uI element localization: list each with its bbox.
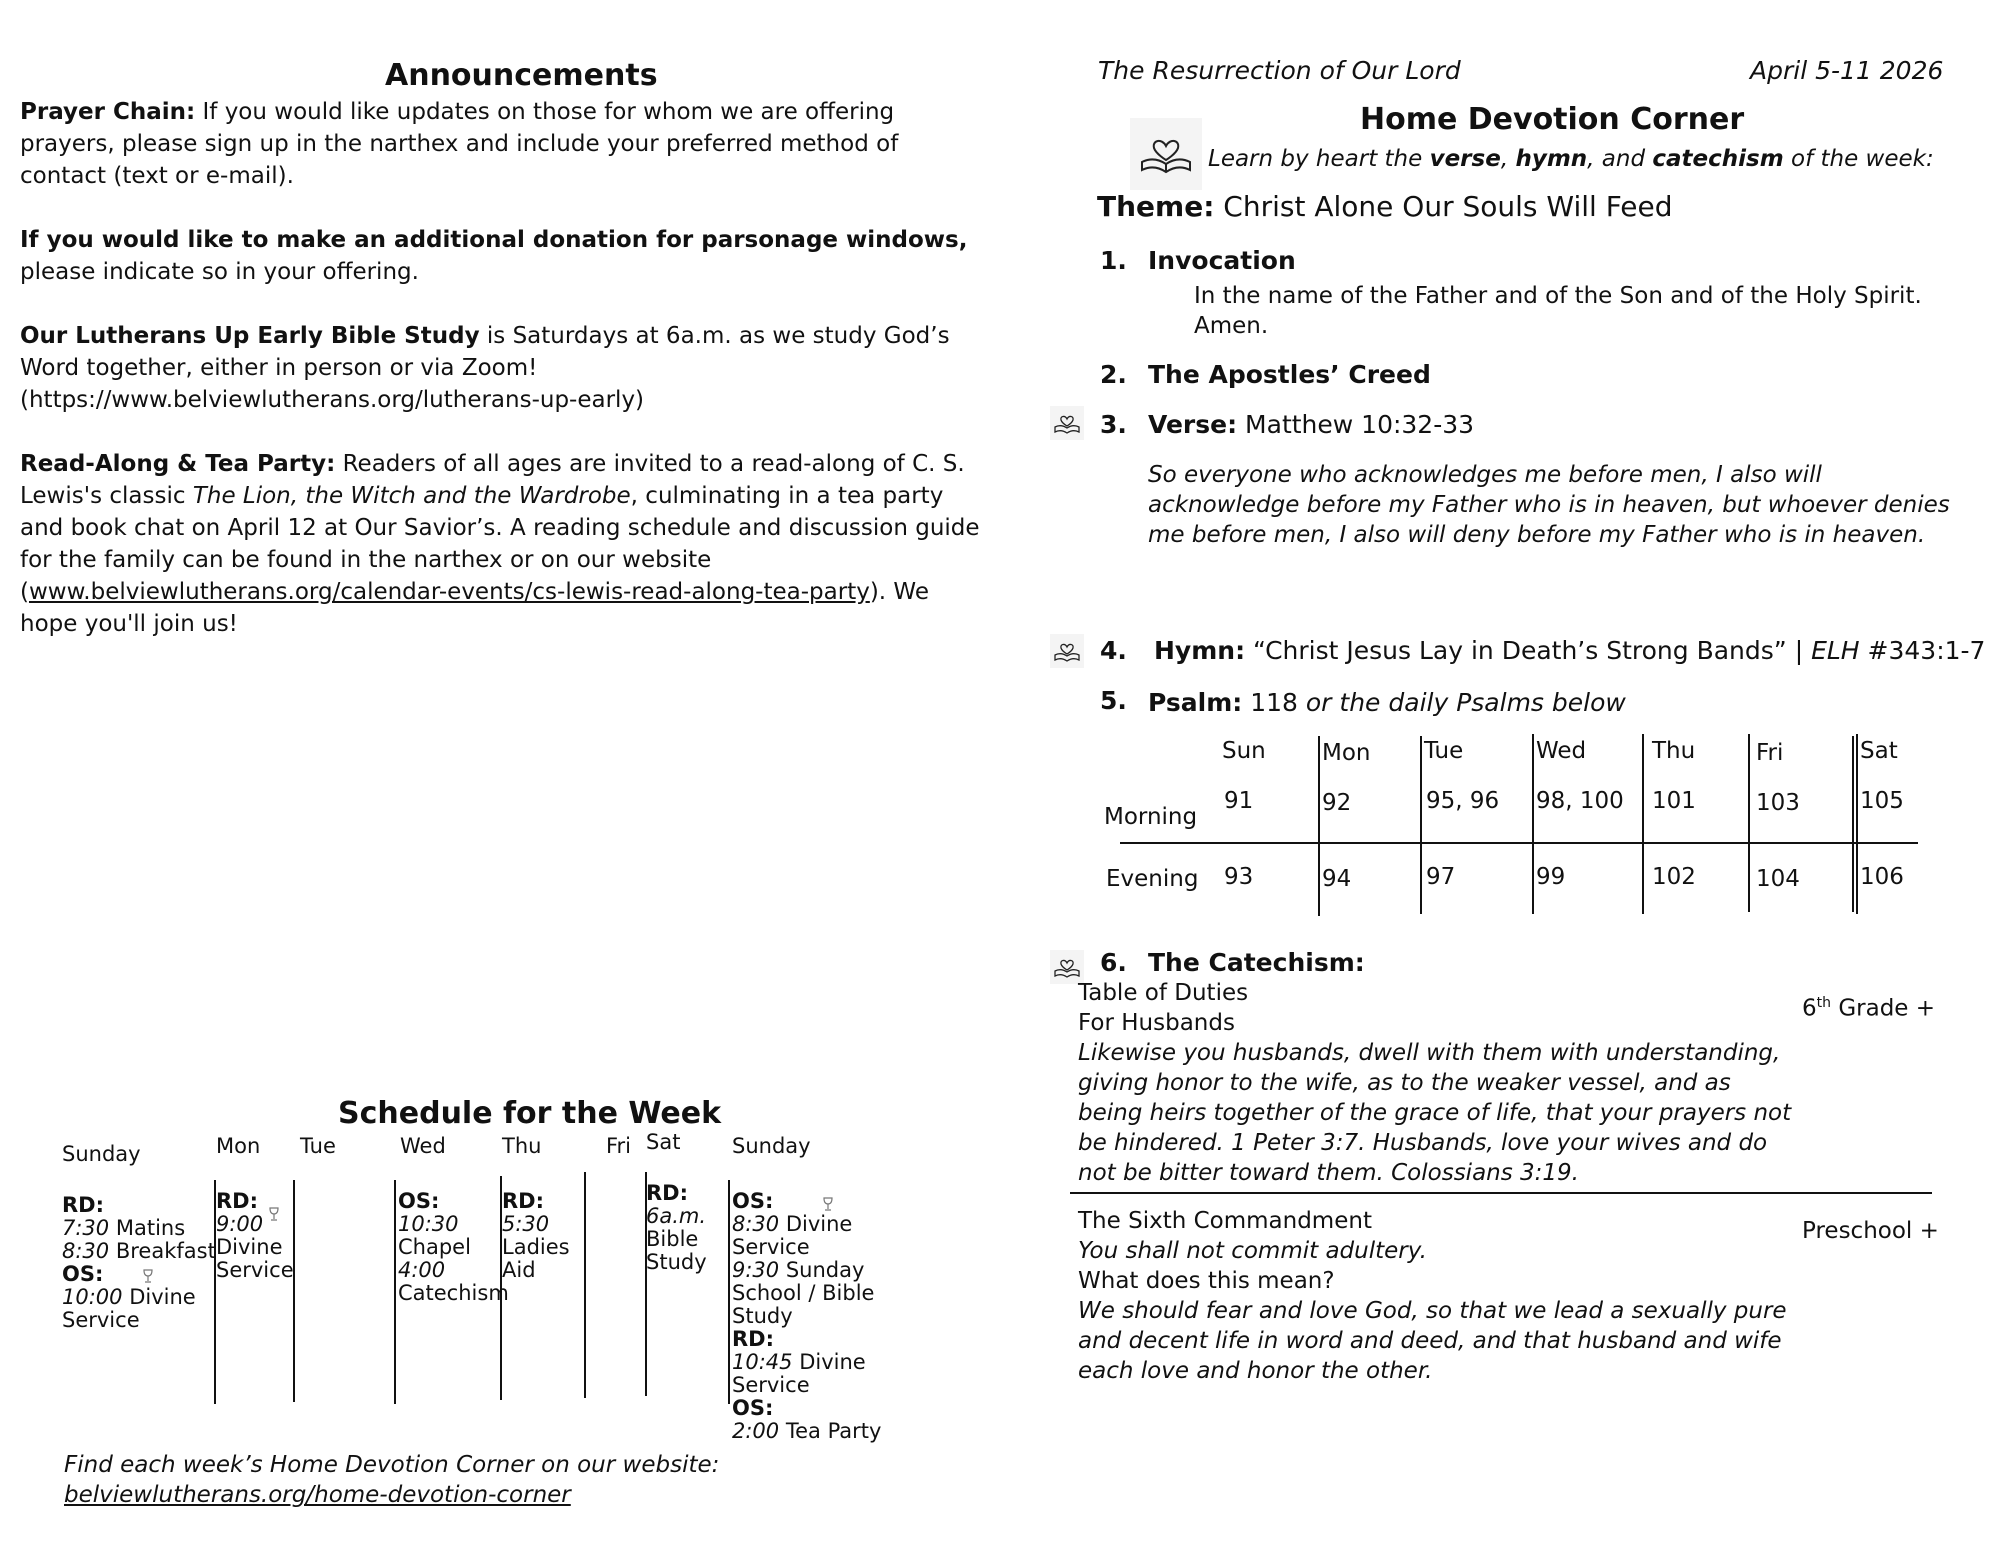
catechism-label: The Catechism: (1148, 948, 1365, 977)
schedule-sat-events (646, 1182, 707, 1274)
event-name: Divine (216, 1235, 283, 1259)
event-time: 10:30 (398, 1212, 459, 1236)
event-time: 7:30 (62, 1216, 110, 1240)
item-number: 5. (1100, 686, 1127, 715)
event-time: 10:45 (732, 1350, 793, 1374)
readalong-book-title: The Lion, the Witch and the Wardrobe (192, 483, 631, 509)
learn-by-heart (1208, 146, 1934, 172)
schedule-sunday-events (62, 1194, 216, 1332)
rd-label: RD: (732, 1327, 774, 1351)
item-number: 4. (1100, 636, 1127, 665)
event-name: Divine (122, 1285, 196, 1309)
psalm-day-tue: Tue (1424, 738, 1464, 764)
catechism-heading (1148, 948, 1365, 977)
readalong-text: ). We hope you'll join us! (20, 579, 929, 637)
footer-text: Find each week’s Home Devotion Corner on our website: (64, 1452, 720, 1478)
event-name: Chapel (398, 1235, 471, 1259)
donation-paragraph (20, 224, 990, 288)
learn-text: of the week: (1783, 146, 1934, 172)
psalm-evening-cell: 106 (1860, 864, 1904, 890)
event-name: Sunday (779, 1258, 865, 1282)
item-number: 6. (1100, 948, 1127, 977)
creed-label: The Apostles’ Creed (1148, 360, 1431, 389)
event-time: 9:30 (732, 1258, 780, 1282)
readalong-text: , culminating in a tea party and book chat on April 12 at Our Savior’s. A reading schedule and discussion guide for the family can be found in the narthex or on our website ( (20, 483, 980, 605)
event-name: Matins (109, 1216, 186, 1240)
psalm-evening-cell: 104 (1756, 866, 1800, 892)
hymn-label: Hymn: (1154, 636, 1246, 665)
catechism-part1-subtitle: For Husbands (1078, 1010, 1235, 1036)
event-time: 8:30 (732, 1212, 780, 1236)
learn-text: , (1500, 146, 1516, 172)
psalm-evening-cell: 102 (1652, 864, 1696, 890)
psalm-morning-cell: 92 (1322, 790, 1352, 816)
event-name: Bible (646, 1227, 699, 1251)
verse-text: So everyone who acknowledges me before men, I also will acknowledge before my Father who is in heaven, but whoever denies me before men, I also will deny before my Father who is in heaven. (1148, 462, 1950, 548)
catechism-part1 (1078, 978, 1798, 1188)
bible-study-label: Our Lutherans Up Early Bible Study (20, 323, 480, 349)
schedule-title: Schedule for the Week (338, 1096, 722, 1131)
event-name: Divine (792, 1350, 866, 1374)
footer (64, 1450, 719, 1510)
psalm-heading (1148, 688, 1626, 717)
readalong-link[interactable]: www.belviewlutherans.org/calendar-events/cs-lewis-read-along-tea-party (28, 579, 870, 605)
event-name: Aid (502, 1258, 536, 1282)
os-label: OS: (398, 1189, 440, 1213)
os-label: OS: (62, 1262, 104, 1286)
schedule-divider (584, 1172, 586, 1398)
event-time: 6a.m. (646, 1204, 707, 1228)
invocation-heading (1148, 246, 1296, 275)
catechism-part1-text: Likewise you husbands, dwell with them with understanding, giving honor to the wife, as to the weaker vessel, and as being heirs together of the grace of life, that your prayers not be hindered. 1 Peter 3:7. Husbands, love your wives and do not be bitter toward them. Colossians 3:19. (1078, 1040, 1792, 1186)
bible-study-paragraph (20, 320, 990, 416)
prayer-chain-label: Prayer Chain: (20, 99, 196, 125)
schedule-wed-events (398, 1190, 509, 1305)
schedule-day-thu: Thu (502, 1134, 542, 1158)
readalong-label: Read-Along & Tea Party: (20, 451, 336, 477)
psalm-morning-cell: 105 (1860, 788, 1904, 814)
schedule-day-wed: Wed (400, 1134, 446, 1158)
donation-label: If you would like to make an additional donation for parsonage windows, (20, 227, 968, 253)
schedule-day-fri: Fri (606, 1134, 632, 1158)
event-name: Service (732, 1235, 810, 1259)
catechism-part1-title: Table of Duties (1078, 980, 1249, 1006)
psalm-evening-label: Evening (1106, 866, 1199, 892)
prayer-chain-text: If you would like updates on those for whom we are offering prayers, please sign up in the narthex and include your preferred method of contact (text or e-mail). (20, 99, 899, 189)
hymn-number: #343:1-7 (1859, 636, 1986, 665)
event-name: Service (732, 1373, 810, 1397)
psalm-column-divider (1420, 736, 1422, 914)
week-dates: April 5-11 2026 (1750, 56, 1944, 85)
event-name: Breakfast (109, 1239, 216, 1263)
creed-heading (1148, 360, 1431, 389)
psalm-morning-label: Morning (1104, 804, 1198, 830)
catechism-part2 (1078, 1206, 1798, 1386)
hymn-book: ELH (1811, 636, 1860, 665)
psalm-number: 118 (1242, 688, 1306, 717)
item-number: 1. (1100, 246, 1127, 275)
event-time: 4:00 (398, 1258, 446, 1282)
psalm-column-divider (1852, 736, 1854, 912)
grade-text: Grade + (1831, 995, 1936, 1022)
psalm-day-sun: Sun (1222, 738, 1266, 764)
grade-number: 6 (1802, 995, 1817, 1022)
event-name: School / Bible (732, 1281, 875, 1305)
event-name: Catechism (398, 1281, 509, 1305)
readalong-paragraph (20, 448, 990, 640)
prayer-chain-paragraph (20, 96, 990, 192)
psalm-morning-cell: 95, 96 (1426, 788, 1500, 814)
rd-label: RD: (62, 1193, 104, 1217)
psalm-day-thu: Thu (1652, 738, 1696, 764)
learn-hymn: hymn (1515, 146, 1588, 172)
event-name: Service (62, 1308, 140, 1332)
catechism-divider (1070, 1192, 1932, 1194)
commandment-text: You shall not commit adultery. (1078, 1238, 1427, 1264)
feast-title: The Resurrection of Our Lord (1098, 56, 1461, 85)
learn-text: , and (1587, 146, 1653, 172)
rd-label: RD: (646, 1181, 688, 1205)
donation-text: please indicate so in your offering. (20, 259, 419, 285)
psalm-day-wed: Wed (1536, 738, 1587, 764)
schedule-mon-events (216, 1190, 294, 1282)
rd-label: RD: (216, 1189, 258, 1213)
os-label: OS: (732, 1396, 774, 1420)
item-number: 2. (1100, 360, 1127, 389)
psalm-evening-cell: 99 (1536, 864, 1566, 890)
heart-book-icon (1050, 634, 1084, 668)
event-name: Ladies (502, 1235, 570, 1259)
event-time: 8:30 (62, 1239, 110, 1263)
grade-level (1802, 988, 1935, 1024)
learn-catechism: catechism (1652, 146, 1784, 172)
event-time: 10:00 (62, 1285, 123, 1309)
psalm-column-divider (1748, 734, 1750, 912)
schedule-day-sat: Sat (646, 1130, 681, 1154)
announcements-title: Announcements (385, 58, 658, 93)
event-name: Study (732, 1304, 793, 1328)
psalm-column-divider (1642, 734, 1644, 914)
event-name: Divine (779, 1212, 853, 1236)
event-name: Tea Party (779, 1419, 882, 1443)
schedule-day-mon: Mon (216, 1134, 261, 1158)
invocation-label: Invocation (1148, 246, 1296, 275)
heart-book-icon (1130, 118, 1202, 190)
theme (1097, 190, 1673, 223)
schedule-day-sunday-next: Sunday (732, 1134, 811, 1158)
hymn-heading (1154, 636, 1985, 665)
home-devotion-title: Home Devotion Corner (1360, 102, 1745, 137)
psalm-day-sat: Sat (1860, 738, 1898, 764)
theme-text: Christ Alone Our Souls Will Feed (1214, 190, 1673, 223)
psalm-evening-cell: 97 (1426, 864, 1456, 890)
learn-text: Learn by heart the (1208, 146, 1430, 172)
item-number: 3. (1100, 410, 1127, 439)
theme-label: Theme: (1097, 190, 1215, 223)
heart-book-icon (1050, 406, 1084, 440)
psalm-table-rule (1120, 842, 1918, 844)
schedule-day-tue: Tue (300, 1134, 336, 1158)
verse-heading (1148, 410, 1474, 439)
schedule-divider (728, 1180, 730, 1404)
psalm-column-divider (1856, 734, 1858, 914)
psalm-note: or the daily Psalms below (1305, 688, 1626, 717)
psalm-day-mon: Mon (1322, 740, 1371, 766)
hymn-title: “Christ Jesus Lay in Death’s Strong Bands” | (1245, 636, 1812, 665)
bible-study-text: is Saturdays at 6a.m. as we study God’s Word together, either in person or via Zoom! (https://www.belviewlutherans.org/lutherans-up-early) (20, 323, 950, 413)
psalm-morning-cell: 91 (1224, 788, 1254, 814)
verse-reference: Matthew 10:32-33 (1237, 410, 1475, 439)
preschool-level: Preschool + (1802, 1218, 1939, 1244)
catechism-answer: We should fear and love God, so that we lead a sexually pure and decent life in word and deed, and that husband and wife each love and honor the other. (1078, 1298, 1787, 1384)
psalm-day-fri: Fri (1756, 740, 1784, 766)
verse-label: Verse: (1148, 410, 1238, 439)
event-time: 2:00 (732, 1419, 780, 1443)
event-name: Service (216, 1258, 294, 1282)
schedule-thu-events (502, 1190, 570, 1282)
event-time: 5:30 (502, 1212, 550, 1236)
learn-verse: verse (1429, 146, 1501, 172)
readalong-text: Readers of all ages are invited to a read-along of C. S. Lewis's classic (20, 451, 965, 509)
event-time: 9:00 (216, 1212, 264, 1236)
psalm-evening-cell: 93 (1224, 864, 1254, 890)
schedule-day-sunday: Sunday (62, 1142, 141, 1166)
psalm-morning-cell: 98, 100 (1536, 788, 1624, 814)
invocation-line: In the name of the Father and of the Son and of the Holy Spirit. (1194, 283, 1922, 309)
os-label: OS: (732, 1189, 774, 1213)
invocation-line: Amen. (1194, 313, 1269, 339)
psalm-morning-cell: 101 (1652, 788, 1696, 814)
schedule-divider (394, 1180, 396, 1404)
psalm-evening-cell: 94 (1322, 866, 1352, 892)
rd-label: RD: (502, 1189, 544, 1213)
psalm-morning-cell: 103 (1756, 790, 1800, 816)
catechism-question: What does this mean? (1078, 1268, 1335, 1294)
catechism-part2-title: The Sixth Commandment (1078, 1208, 1372, 1234)
psalm-column-divider (1532, 734, 1534, 914)
psalm-label: Psalm: (1148, 688, 1243, 717)
grade-suffix: th (1816, 995, 1832, 1011)
invocation-text (1194, 281, 1922, 341)
announcements-body (20, 96, 990, 672)
event-name: Study (646, 1250, 707, 1274)
psalm-column-divider (1318, 736, 1320, 916)
schedule-next-sunday-events (732, 1190, 881, 1443)
footer-link[interactable]: belviewlutherans.org/home-devotion-corner (64, 1482, 571, 1508)
